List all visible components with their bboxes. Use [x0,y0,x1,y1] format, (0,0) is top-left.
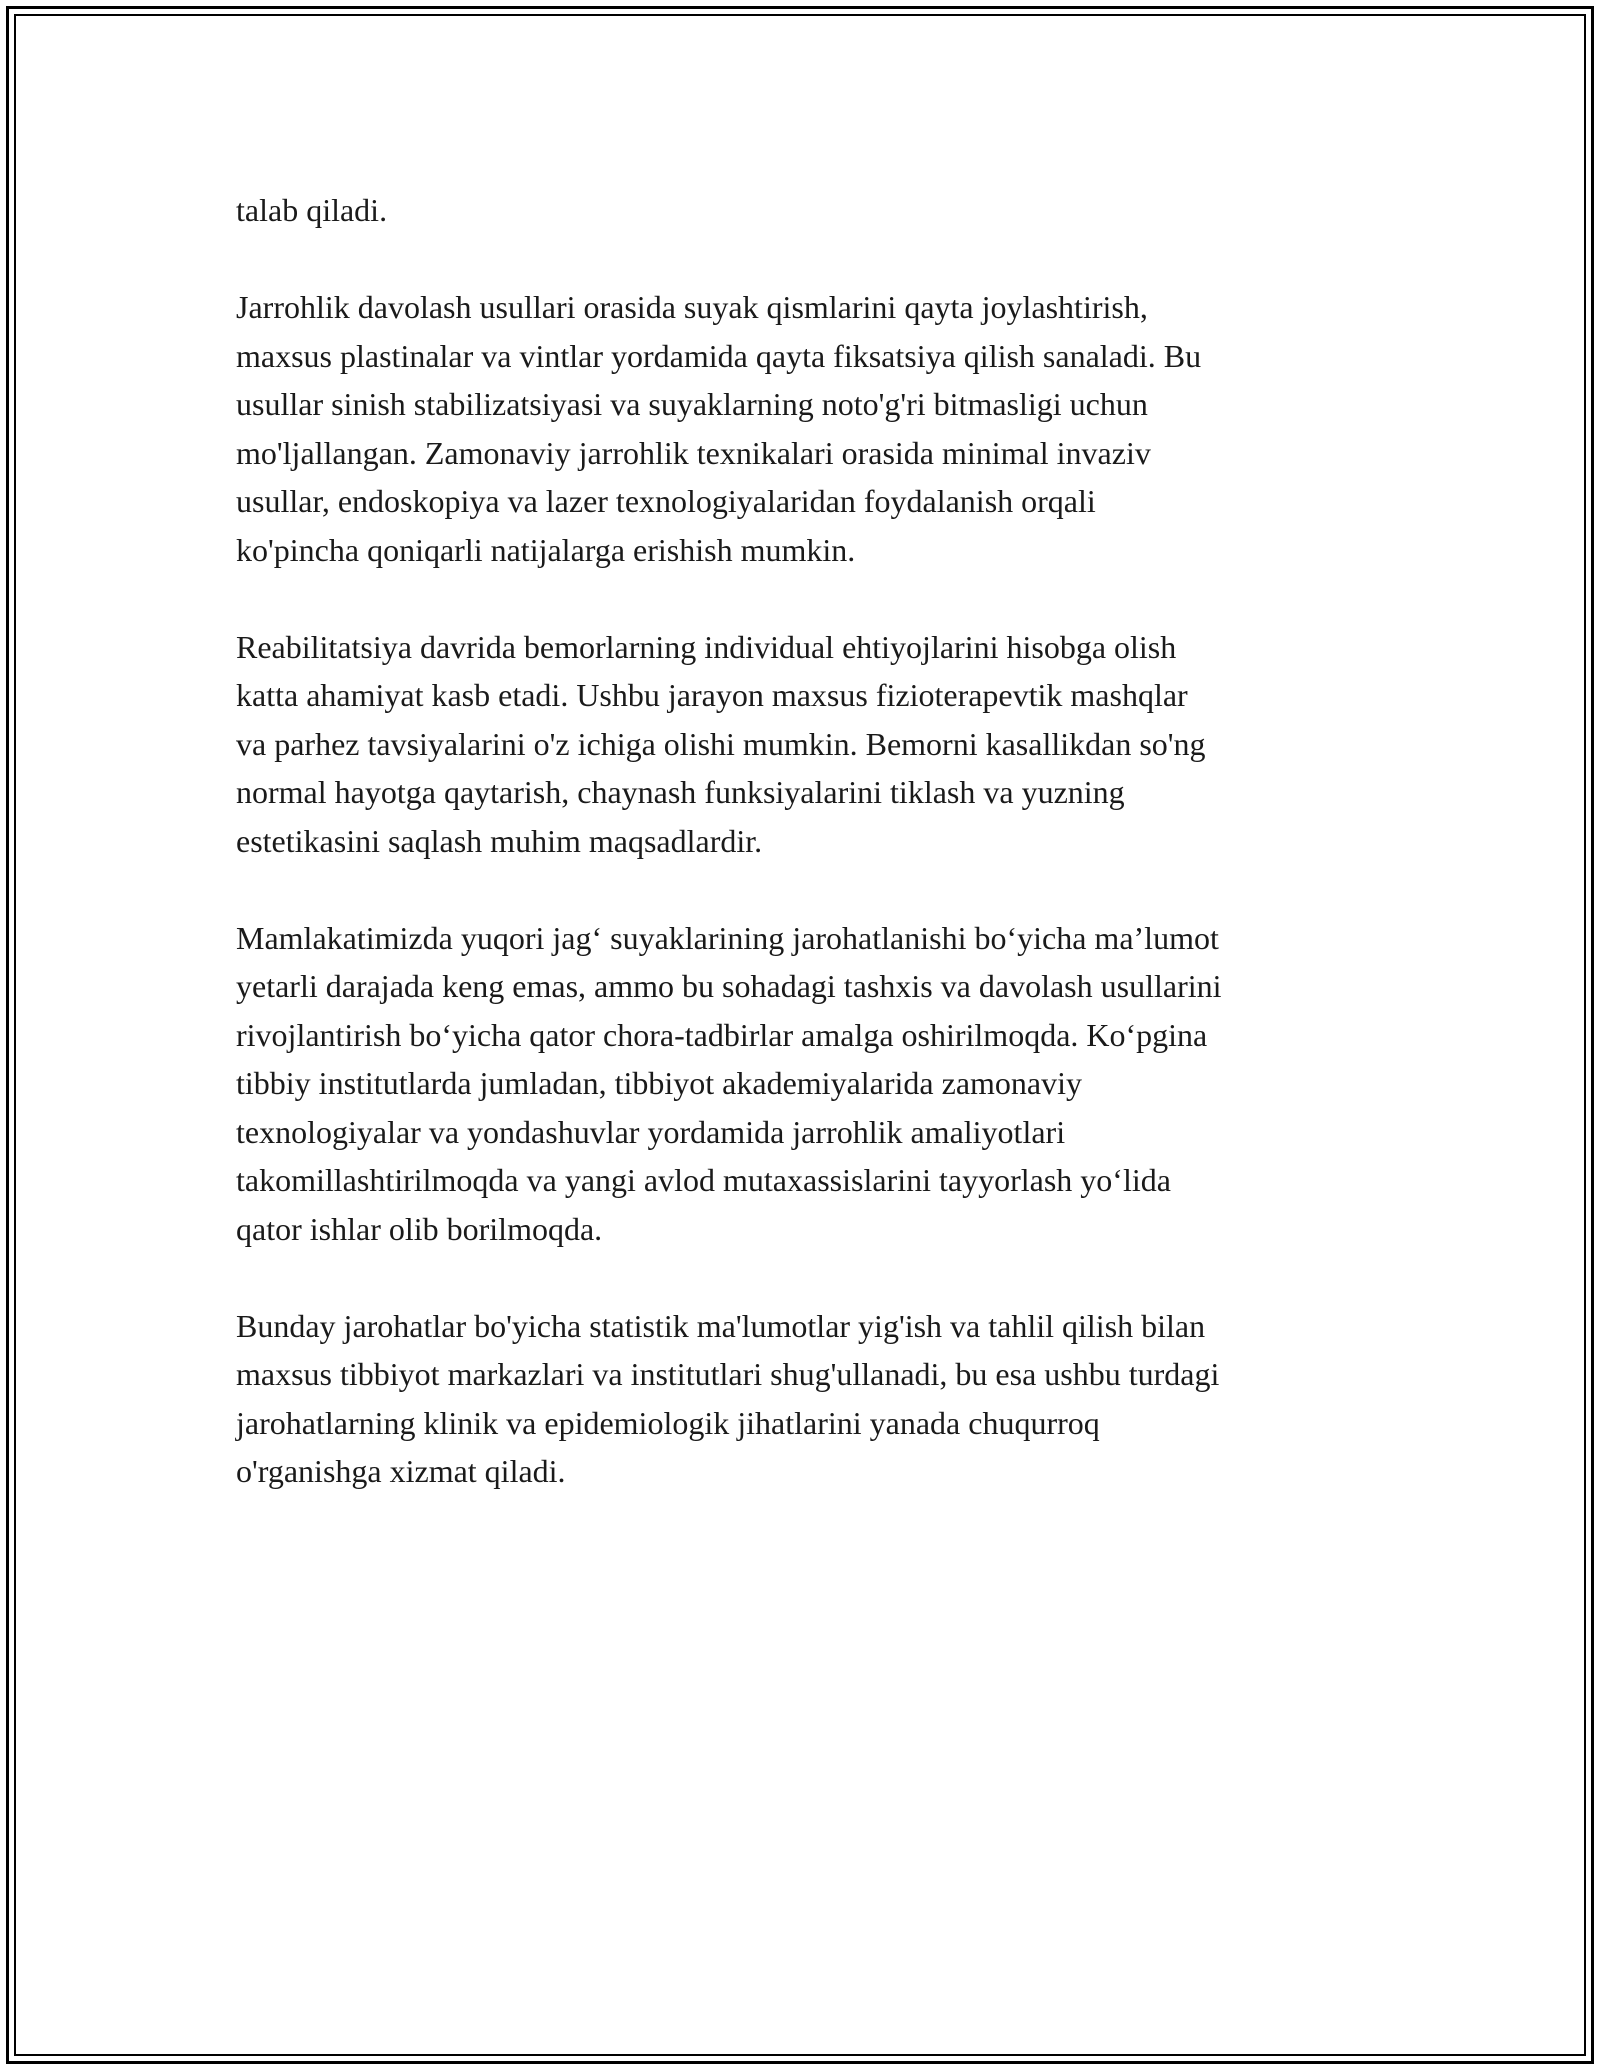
text-line: o'rganishga xizmat qiladi. [236,1453,566,1489]
paragraph-surgical-methods [236,283,1386,574]
text-line: tibbiy institutlarda jumladan, tibbiyot akademiyalarida zamonaviy [236,1065,1082,1101]
text-line: ko'pincha qoniqarli natijalarga erishish mumkin. [236,531,856,568]
text-line: maxsus plastinalar va vintlar yordamida qayta fiksatsiya qilish sanaladi. Bu [236,337,1202,374]
text-line: normal hayotga qaytarish, chaynash funksiyalarini tiklash va yuzning [236,774,1125,810]
text-line: texnologiyalar va yondashuvlar yordamida jarrohlik amaliyotlari [236,1113,1066,1150]
text-line: estetikasini saqlash muhim maqsadlardir. [236,822,763,859]
text-line: yetarli darajada keng emas, ammo bu sohadagi tashxis va davolash usullarini [236,968,1222,1004]
text-line: usullar sinish stabilizatsiyasi va suyaklarning noto'g'ri bitmasligi uchun [236,386,1148,422]
text-line: Reabilitatsiya davrida bemorlarning individual ehtiyojlarini hisobga olish [236,628,1177,665]
text-line: Jarrohlik davolash usullari orasida suyak qismlarini qayta joylashtirish, [236,289,1148,325]
paragraph-continuation [236,186,1386,235]
text-line: mo'ljallangan. Zamonaviy jarrohlik texnikalari orasida minimal invaziv [236,434,1151,471]
text-line: maxsus tibbiyot markazlari va institutlari shug'ullanadi, bu esa ushbu turdagi [236,1356,1220,1392]
text-line: Bunday jarohatlar bo'yicha statistik ma'lumotlar yig'ish va tahlil qilish bilan [236,1307,1206,1344]
text-line: katta ahamiyat kasb etadi. Ushbu jarayon maxsus fizioterapevtik mashqlar [236,677,1188,713]
text-line: rivojlantirish bo‘yicha qator chora-tadbirlar amalga oshirilmoqda. Ko‘pgina [236,1016,1208,1053]
text-line: qator ishlar olib borilmoqda. [236,1210,603,1247]
paragraph-statistics [236,1302,1386,1496]
text-line: va parhez tavsiyalarini o'z ichiga olishi mumkin. Bemorni kasallikdan so'ng [236,725,1206,762]
text-line: talab qiladi. [236,192,388,228]
paragraph-rehabilitation [236,623,1386,866]
text-line: jarohatlarning klinik va epidemiologik jihatlarini yanada chuqurroq [236,1404,1100,1441]
paragraph-national-context [236,914,1386,1254]
text-line: takomillashtirilmoqda va yangi avlod mutaxassislarini tayyorlash yo‘lida [236,1162,1171,1198]
text-line: Mamlakatimizda yuqori jag‘ suyaklarining jarohatlanishi bo‘yicha ma’lumot [236,919,1219,956]
document-body [236,186,1386,1544]
text-line: usullar, endoskopiya va lazer texnologiyalaridan foydalanish orqali [236,483,1096,519]
